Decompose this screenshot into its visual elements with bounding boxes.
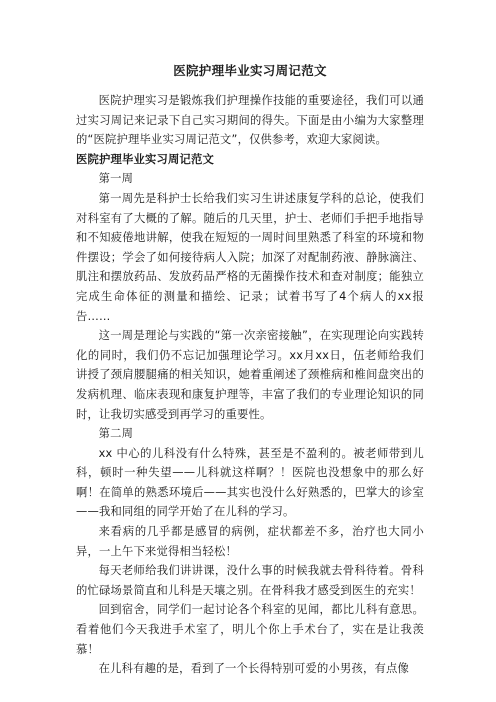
document-title: 医院护理毕业实习周记范文 xyxy=(173,63,327,78)
week-2-paragraph-5: 在儿科有趣的是，看到了一个长得特别可爱的小男孩，有点像 xyxy=(98,662,410,676)
week-1-heading: 第一周 xyxy=(98,172,134,186)
section-heading: 医院护理毕业实习周记范文 xyxy=(76,152,214,166)
week-1-paragraph-1: 第一周先是科护士长给我们实习生讲述康复学科的总论，使我们对科室有了大概的了解。随后的几天里，护士、老师们手把手地指导和不知疲倦地讲解，使我在短短的一周时间里熟悉了科室的环境和物件摆设；学会了如何接待病人入院；加深了对配制药液、静脉滴注、肌注和摆放药品、发放药品严格的无菌操作技术和查对制度；能独立完成生命体征的测量和描绘、记录；试着书写了4个病人的xx报告…… xyxy=(76,191,424,323)
intro-paragraph: 医院护理实习是锻炼我们护理操作技能的重要途径，我们可以通过实习周记来记录下自己实习期间的得失。下面是由小编为大家整理的“医院护理毕业实习周记范文”，仅供参考，欢迎大家阅读。 xyxy=(76,94,424,147)
week-1-paragraph-2: 这一周是理论与实践的“第一次亲密接触”，在实现理论向实践转化的同时，我们仍不忘记加强理论学习。xx月xx日，伍老师给我们讲授了颈肩腰腿痛的相关知识，她着重阐述了颈椎病和椎间盘突出的发病机理、临床表现和康复护理等，丰富了我们的专业理论知识的同时，让我切实感受到再学习的重要性。 xyxy=(76,329,424,421)
week-2-paragraph-3: 每天老师给我们讲讲课，没什么事的时候我就去骨科待着。骨科的忙碌场景简直和儿科是天壤之别。在骨科我才感受到医生的充实！ xyxy=(76,564,424,597)
week-2-paragraph-4: 回到宿舍，同学们一起讨论各个科室的见闻，都比儿科有意思。看着他们今天我进手术室了，明儿个你上手术台了，实在是让我羡慕！ xyxy=(76,603,424,656)
week-2-heading: 第二周 xyxy=(98,427,134,441)
week-2-paragraph-1: xx 中心的儿科没有什么特殊，甚至是不盈利的。被老师带到儿科，顿时一种失望——儿科就这样啊？！医院也没想象中的那么好啊！在简单的熟悉环境后——其实也没什么好熟悉的，巴掌大的诊室——我和同组的同学开始了在儿科的学习。 xyxy=(76,446,424,519)
week-2-paragraph-2: 来看病的几乎都是感冒的病例，症状都差不多，治疗也大同小异，一上午下来觉得相当轻松！ xyxy=(76,525,424,558)
